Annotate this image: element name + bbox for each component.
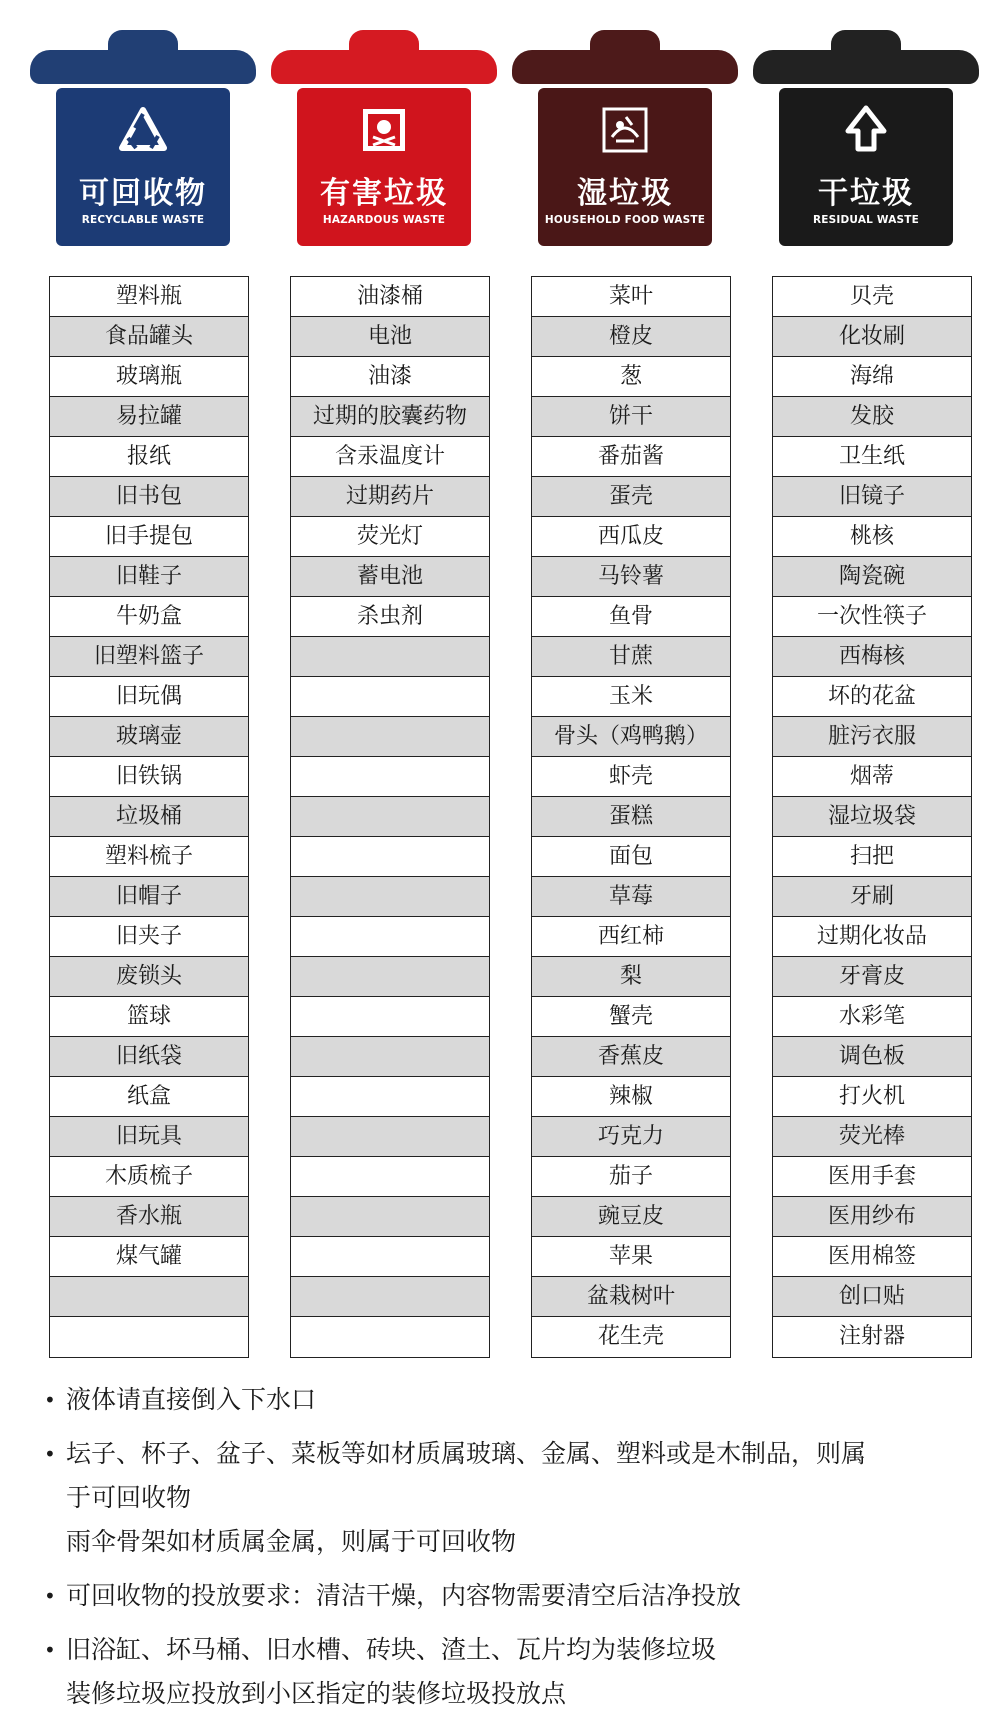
bin-lid-handle xyxy=(349,30,419,52)
list-item: 甘蔗 xyxy=(532,637,730,677)
bullet-icon: • xyxy=(44,1584,56,1608)
residual-list xyxy=(772,276,972,1358)
list-item: 水彩笔 xyxy=(773,997,971,1037)
list-item: 旧铁锅 xyxy=(50,757,248,797)
list-item: 西梅核 xyxy=(773,637,971,677)
list-item: 虾壳 xyxy=(532,757,730,797)
list-item: 创口贴 xyxy=(773,1277,971,1317)
bin-lid xyxy=(30,50,256,84)
household-food-list xyxy=(531,276,731,1358)
bin-body xyxy=(56,88,230,246)
note-text: 装修垃圾应投放到小区指定的装修垃圾投放点 xyxy=(66,1679,567,1708)
list-item: 荧光灯 xyxy=(291,517,489,557)
note-item xyxy=(44,1378,964,1422)
list-item: 化妆刷 xyxy=(773,317,971,357)
bin-body xyxy=(297,88,471,246)
food-waste-icon xyxy=(538,102,712,158)
list-item: 蓄电池 xyxy=(291,557,489,597)
list-item: 盆栽树叶 xyxy=(532,1277,730,1317)
list-item: 旧鞋子 xyxy=(50,557,248,597)
bin-household-food xyxy=(512,30,738,262)
bin-subtitle: HOUSEHOLD FOOD WASTE xyxy=(544,214,706,226)
list-item: 荧光棒 xyxy=(773,1117,971,1157)
list-item xyxy=(291,1117,489,1157)
bin-lid-handle xyxy=(590,30,660,52)
list-item xyxy=(291,1317,489,1357)
list-item: 玉米 xyxy=(532,677,730,717)
residual-icon xyxy=(779,102,953,158)
list-item xyxy=(291,1197,489,1237)
list-item: 旧书包 xyxy=(50,477,248,517)
bin-lid xyxy=(271,50,497,84)
list-item: 食品罐头 xyxy=(50,317,248,357)
bin-body xyxy=(538,88,712,246)
recyclable-list xyxy=(49,276,249,1358)
list-item: 玻璃壶 xyxy=(50,717,248,757)
list-item: 油漆 xyxy=(291,357,489,397)
note-item xyxy=(44,1574,964,1618)
list-item: 过期的胶囊药物 xyxy=(291,397,489,437)
list-item xyxy=(291,757,489,797)
list-item: 油漆桶 xyxy=(291,277,489,317)
list-item: 海绵 xyxy=(773,357,971,397)
list-item xyxy=(291,1077,489,1117)
list-item: 旧手提包 xyxy=(50,517,248,557)
list-item: 饼干 xyxy=(532,397,730,437)
list-item: 医用纱布 xyxy=(773,1197,971,1237)
list-item: 篮球 xyxy=(50,997,248,1037)
list-item: 旧帽子 xyxy=(50,877,248,917)
list-item: 卫生纸 xyxy=(773,437,971,477)
list-item: 打火机 xyxy=(773,1077,971,1117)
list-item: 辣椒 xyxy=(532,1077,730,1117)
list-item: 烟蒂 xyxy=(773,757,971,797)
list-item: 巧克力 xyxy=(532,1117,730,1157)
list-item: 茄子 xyxy=(532,1157,730,1197)
list-item: 脏污衣服 xyxy=(773,717,971,757)
list-item: 西红柿 xyxy=(532,917,730,957)
note-item xyxy=(44,1628,964,1716)
list-item: 橙皮 xyxy=(532,317,730,357)
hazard-icon xyxy=(297,102,471,158)
list-item: 过期药片 xyxy=(291,477,489,517)
bin-lid-handle xyxy=(831,30,901,52)
list-item: 西瓜皮 xyxy=(532,517,730,557)
list-item: 医用手套 xyxy=(773,1157,971,1197)
list-item: 医用棉签 xyxy=(773,1237,971,1277)
bin-lid-handle xyxy=(108,30,178,52)
list-item: 湿垃圾袋 xyxy=(773,797,971,837)
list-item xyxy=(291,957,489,997)
list-item: 草莓 xyxy=(532,877,730,917)
list-item: 电池 xyxy=(291,317,489,357)
list-item: 一次性筷子 xyxy=(773,597,971,637)
list-item: 桃核 xyxy=(773,517,971,557)
note-item xyxy=(44,1432,964,1564)
list-item: 含汞温度计 xyxy=(291,437,489,477)
list-item: 玻璃瓶 xyxy=(50,357,248,397)
list-item xyxy=(291,837,489,877)
bin-recyclable xyxy=(30,30,256,262)
list-item xyxy=(50,1277,248,1317)
note-text: 坛子、杯子、盆子、菜板等如材质属玻璃、金属、塑料或是木制品，则属 xyxy=(66,1439,867,1468)
bullet-icon: • xyxy=(44,1442,56,1466)
bin-residual xyxy=(753,30,979,262)
note-text: 于可回收物 xyxy=(66,1483,192,1512)
list-item: 发胶 xyxy=(773,397,971,437)
list-item: 牛奶盒 xyxy=(50,597,248,637)
bin-title: 可回收物 xyxy=(79,176,207,211)
bin-subtitle: HAZARDOUS WASTE xyxy=(322,214,446,226)
list-item xyxy=(291,1237,489,1277)
list-item: 注射器 xyxy=(838,1324,905,1349)
list-item: 报纸 xyxy=(50,437,248,477)
list-item: 鱼骨 xyxy=(532,597,730,637)
bullet-icon: • xyxy=(44,1638,56,1662)
bin-subtitle: RESIDUAL WASTE xyxy=(812,214,920,226)
list-item: 过期化妆品 xyxy=(773,917,971,957)
list-item: 梨 xyxy=(532,957,730,997)
list-item xyxy=(291,1037,489,1077)
list-item: 蟹壳 xyxy=(532,997,730,1037)
list-item: 豌豆皮 xyxy=(532,1197,730,1237)
bullet-icon: • xyxy=(44,1388,56,1412)
list-item: 塑料梳子 xyxy=(50,837,248,877)
list-item xyxy=(291,677,489,717)
list-item: 花生壳 xyxy=(597,1324,664,1349)
list-item: 菜叶 xyxy=(532,277,730,317)
note-text: 液体请直接倒入下水口 xyxy=(66,1385,317,1414)
bin-body xyxy=(779,88,953,246)
list-item: 杀虫剂 xyxy=(291,597,489,637)
bin-lid xyxy=(512,50,738,84)
list-item: 旧玩具 xyxy=(50,1117,248,1157)
list-item: 蛋壳 xyxy=(532,477,730,517)
list-item: 废锁头 xyxy=(50,957,248,997)
list-item xyxy=(291,797,489,837)
list-item: 调色板 xyxy=(773,1037,971,1077)
note-text: 旧浴缸、坏马桶、旧水槽、砖块、渣土、瓦片均为装修垃圾 xyxy=(66,1635,717,1664)
list-item: 旧玩偶 xyxy=(50,677,248,717)
list-item: 垃圾桶 xyxy=(50,797,248,837)
recycle-icon xyxy=(56,102,230,158)
list-item: 扫把 xyxy=(773,837,971,877)
list-item: 面包 xyxy=(532,837,730,877)
bin-title: 湿垃圾 xyxy=(577,176,673,211)
list-item xyxy=(291,1277,489,1317)
list-item: 塑料瓶 xyxy=(50,277,248,317)
list-item xyxy=(291,717,489,757)
list-item: 旧纸袋 xyxy=(50,1037,248,1077)
list-item: 木质梳子 xyxy=(50,1157,248,1197)
list-item: 香蕉皮 xyxy=(532,1037,730,1077)
list-item: 牙膏皮 xyxy=(773,957,971,997)
bin-lid xyxy=(753,50,979,84)
list-item: 葱 xyxy=(532,357,730,397)
list-item: 旧镜子 xyxy=(773,477,971,517)
bin-hazardous xyxy=(271,30,497,262)
list-item: 陶瓷碗 xyxy=(773,557,971,597)
list-item: 牙刷 xyxy=(773,877,971,917)
note-text: 可回收物的投放要求：清洁干燥，内容物需要清空后洁净投放 xyxy=(66,1581,742,1610)
list-item xyxy=(291,917,489,957)
hazardous-list xyxy=(290,276,490,1358)
list-item xyxy=(50,1317,248,1357)
bin-title: 有害垃圾 xyxy=(320,176,448,211)
list-item: 煤气罐 xyxy=(50,1237,248,1277)
list-item xyxy=(291,1157,489,1197)
list-item: 香水瓶 xyxy=(50,1197,248,1237)
list-item: 坏的花盆 xyxy=(773,677,971,717)
bin-subtitle: RECYCLABLE WASTE xyxy=(81,214,205,226)
bin-header xyxy=(0,0,1000,262)
list-item: 贝壳 xyxy=(773,277,971,317)
list-item: 易拉罐 xyxy=(50,397,248,437)
notes-section xyxy=(44,1378,964,1726)
list-item: 蛋糕 xyxy=(532,797,730,837)
list-item: 苹果 xyxy=(532,1237,730,1277)
list-item: 旧塑料篮子 xyxy=(50,637,248,677)
note-text: 雨伞骨架如材质属金属，则属于可回收物 xyxy=(66,1527,517,1556)
list-item: 纸盒 xyxy=(50,1077,248,1117)
list-item xyxy=(291,877,489,917)
list-item: 番茄酱 xyxy=(532,437,730,477)
bin-title: 干垃圾 xyxy=(818,176,914,211)
list-item: 旧夹子 xyxy=(50,917,248,957)
list-item xyxy=(291,637,489,677)
list-item: 马铃薯 xyxy=(532,557,730,597)
list-item: 骨头（鸡鸭鹅） xyxy=(532,717,730,757)
list-item xyxy=(291,997,489,1037)
